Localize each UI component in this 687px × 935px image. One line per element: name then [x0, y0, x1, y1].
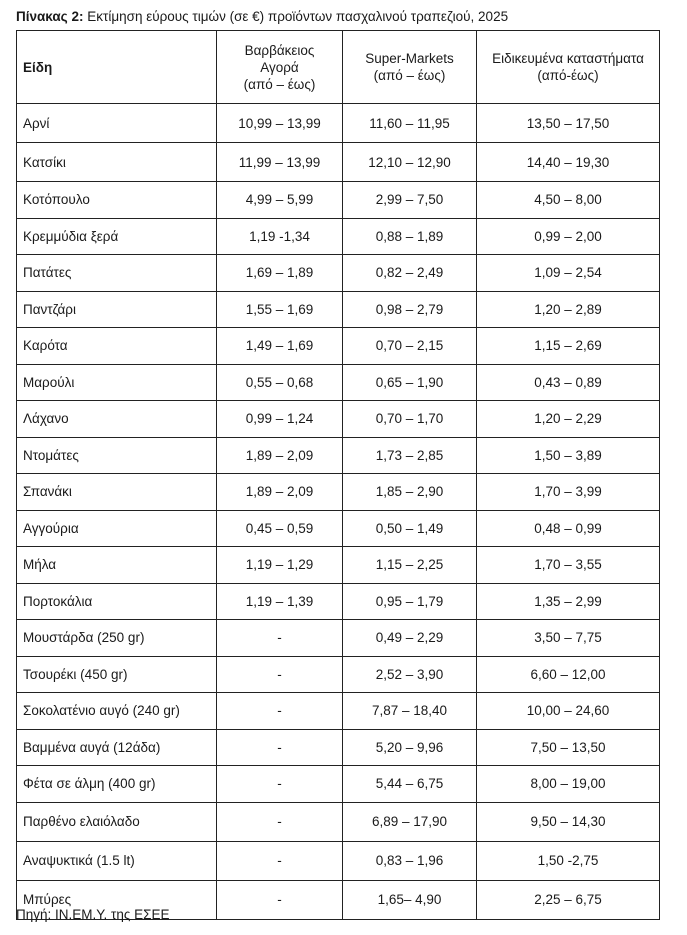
table-body	[17, 104, 660, 920]
cell-market-range: 0,45 – 0,59	[217, 510, 343, 547]
cell-item-name: Πορτοκάλια	[17, 583, 217, 620]
cell-market-range: 10,99 – 13,99	[217, 104, 343, 143]
table-row	[17, 620, 660, 657]
cell-specialty-range: 3,50 – 7,75	[477, 620, 660, 657]
caption-lead: Πίνακας 2:	[16, 9, 84, 24]
header-market-line-2: Αγορά	[260, 59, 299, 75]
header-specialty	[477, 31, 660, 104]
cell-supermarkets-range: 12,10 – 12,90	[343, 143, 477, 182]
cell-item-name: Πατάτες	[17, 255, 217, 292]
table-row	[17, 583, 660, 620]
cell-supermarkets-range: 0,50 – 1,49	[343, 510, 477, 547]
cell-item-name: Μουστάρδα (250 gr)	[17, 620, 217, 657]
cell-market-range: 0,55 – 0,68	[217, 364, 343, 401]
cell-market-range: 1,19 – 1,29	[217, 547, 343, 584]
header-market	[217, 31, 343, 104]
table-caption	[16, 8, 508, 26]
header-supermarkets-line-1: Super-Markets	[365, 51, 454, 66]
cell-specialty-range: 1,70 – 3,55	[477, 547, 660, 584]
cell-supermarkets-range: 6,89 – 17,90	[343, 802, 477, 841]
cell-market-range: -	[217, 841, 343, 880]
table-row	[17, 291, 660, 328]
table-row	[17, 143, 660, 182]
table-row	[17, 766, 660, 803]
cell-supermarkets-range: 11,60 – 11,95	[343, 104, 477, 143]
cell-item-name: Λάχανο	[17, 401, 217, 438]
cell-supermarkets-range: 0,95 – 1,79	[343, 583, 477, 620]
cell-supermarkets-range: 0,65 – 1,90	[343, 364, 477, 401]
table-row	[17, 693, 660, 730]
cell-item-name: Μαρούλι	[17, 364, 217, 401]
cell-item-name: Σπανάκι	[17, 474, 217, 511]
header-market-line-1: Βαρβάκειος	[244, 42, 315, 58]
cell-specialty-range: 1,50 – 3,89	[477, 437, 660, 474]
cell-market-range: -	[217, 656, 343, 693]
cell-specialty-range: 9,50 – 14,30	[477, 802, 660, 841]
cell-specialty-range: 1,20 – 2,89	[477, 291, 660, 328]
cell-market-range: 1,49 – 1,69	[217, 328, 343, 365]
cell-supermarkets-range: 1,85 – 2,90	[343, 474, 477, 511]
cell-supermarkets-range: 0,88 – 1,89	[343, 218, 477, 255]
cell-specialty-range: 0,43 – 0,89	[477, 364, 660, 401]
cell-specialty-range: 8,00 – 19,00	[477, 766, 660, 803]
cell-item-name: Αγγούρια	[17, 510, 217, 547]
cell-market-range: 1,19 – 1,39	[217, 583, 343, 620]
cell-item-name: Βαμμένα αυγά (12άδα)	[17, 729, 217, 766]
cell-specialty-range: 0,99 – 2,00	[477, 218, 660, 255]
cell-market-range: -	[217, 620, 343, 657]
cell-market-range: -	[217, 766, 343, 803]
cell-market-range: 0,99 – 1,24	[217, 401, 343, 438]
cell-specialty-range: 6,60 – 12,00	[477, 656, 660, 693]
cell-specialty-range: 1,09 – 2,54	[477, 255, 660, 292]
cell-item-name: Αρνί	[17, 104, 217, 143]
cell-item-name: Αναψυκτικά (1.5 lt)	[17, 841, 217, 880]
cell-item-name: Τσουρέκι (450 gr)	[17, 656, 217, 693]
cell-market-range: 4,99 – 5,99	[217, 182, 343, 219]
cell-specialty-range: 1,15 – 2,69	[477, 328, 660, 365]
cell-supermarkets-range: 0,83 – 1,96	[343, 841, 477, 880]
table-row	[17, 364, 660, 401]
cell-supermarkets-range: 1,65– 4,90	[343, 880, 477, 919]
cell-market-range: -	[217, 693, 343, 730]
cell-supermarkets-range: 2,52 – 3,90	[343, 656, 477, 693]
cell-specialty-range: 1,70 – 3,99	[477, 474, 660, 511]
cell-supermarkets-range: 0,98 – 2,79	[343, 291, 477, 328]
price-range-table	[16, 30, 660, 920]
cell-supermarkets-range: 7,87 – 18,40	[343, 693, 477, 730]
cell-item-name: Παρθένο ελαιόλαδο	[17, 802, 217, 841]
cell-supermarkets-range: 0,70 – 2,15	[343, 328, 477, 365]
table-row	[17, 328, 660, 365]
source-note: Πηγή: ΙΝ.ΕΜ.Υ. της ΕΣΕΕ	[16, 907, 170, 922]
table-row	[17, 218, 660, 255]
table-row	[17, 401, 660, 438]
cell-item-name: Μπύρες	[17, 880, 217, 919]
cell-market-range: -	[217, 802, 343, 841]
cell-market-range: -	[217, 729, 343, 766]
cell-supermarkets-range: 5,44 – 6,75	[343, 766, 477, 803]
header-supermarkets-line-2: (από – έως)	[373, 68, 446, 83]
table-row	[17, 510, 660, 547]
cell-supermarkets-range: 0,82 – 2,49	[343, 255, 477, 292]
table-row	[17, 802, 660, 841]
cell-supermarkets-range: 0,49 – 2,29	[343, 620, 477, 657]
cell-item-name: Καρότα	[17, 328, 217, 365]
cell-item-name: Παντζάρι	[17, 291, 217, 328]
cell-supermarkets-range: 1,15 – 2,25	[343, 547, 477, 584]
cell-specialty-range: 0,48 – 0,99	[477, 510, 660, 547]
cell-specialty-range: 14,40 – 19,30	[477, 143, 660, 182]
cell-supermarkets-range: 1,73 – 2,85	[343, 437, 477, 474]
cell-item-name: Μήλα	[17, 547, 217, 584]
table-row	[17, 104, 660, 143]
cell-item-name: Σοκολατένιο αυγό (240 gr)	[17, 693, 217, 730]
cell-specialty-range: 4,50 – 8,00	[477, 182, 660, 219]
header-market-line-3: (από – έως)	[243, 76, 316, 92]
table-row	[17, 182, 660, 219]
header-item: Είδη	[17, 31, 217, 104]
cell-item-name: Κοτόπουλο	[17, 182, 217, 219]
cell-specialty-range: 1,35 – 2,99	[477, 583, 660, 620]
cell-market-range: 1,89 – 2,09	[217, 437, 343, 474]
cell-item-name: Ντομάτες	[17, 437, 217, 474]
table-row	[17, 841, 660, 880]
cell-specialty-range: 7,50 – 13,50	[477, 729, 660, 766]
header-supermarkets	[343, 31, 477, 104]
cell-market-range: -	[217, 880, 343, 919]
table-row	[17, 656, 660, 693]
cell-item-name: Φέτα σε άλμη (400 gr)	[17, 766, 217, 803]
cell-specialty-range: 10,00 – 24,60	[477, 693, 660, 730]
cell-specialty-range: 1,50 -2,75	[477, 841, 660, 880]
cell-supermarkets-range: 5,20 – 9,96	[343, 729, 477, 766]
cell-supermarkets-range: 2,99 – 7,50	[343, 182, 477, 219]
header-specialty-line-1: Ειδικευμένα καταστήματα	[492, 51, 644, 66]
cell-specialty-range: 1,20 – 2,29	[477, 401, 660, 438]
table-row	[17, 729, 660, 766]
header-specialty-line-2: (από-έως)	[537, 68, 599, 83]
cell-item-name: Κρεμμύδια ξερά	[17, 218, 217, 255]
cell-market-range: 1,69 – 1,89	[217, 255, 343, 292]
cell-market-range: 1,89 – 2,09	[217, 474, 343, 511]
cell-item-name: Κατσίκι	[17, 143, 217, 182]
table-header-row	[17, 31, 660, 104]
caption-text: Εκτίμηση εύρους τιμών (σε €) προϊόντων πασχαλινού τραπεζιού, 2025	[87, 9, 509, 24]
cell-market-range: 1,55 – 1,69	[217, 291, 343, 328]
cell-market-range: 11,99 – 13,99	[217, 143, 343, 182]
table-row	[17, 547, 660, 584]
table-row	[17, 474, 660, 511]
table-row	[17, 437, 660, 474]
cell-specialty-range: 2,25 – 6,75	[477, 880, 660, 919]
table-row	[17, 255, 660, 292]
cell-specialty-range: 13,50 – 17,50	[477, 104, 660, 143]
cell-market-range: 1,19 -1,34	[217, 218, 343, 255]
cell-supermarkets-range: 0,70 – 1,70	[343, 401, 477, 438]
